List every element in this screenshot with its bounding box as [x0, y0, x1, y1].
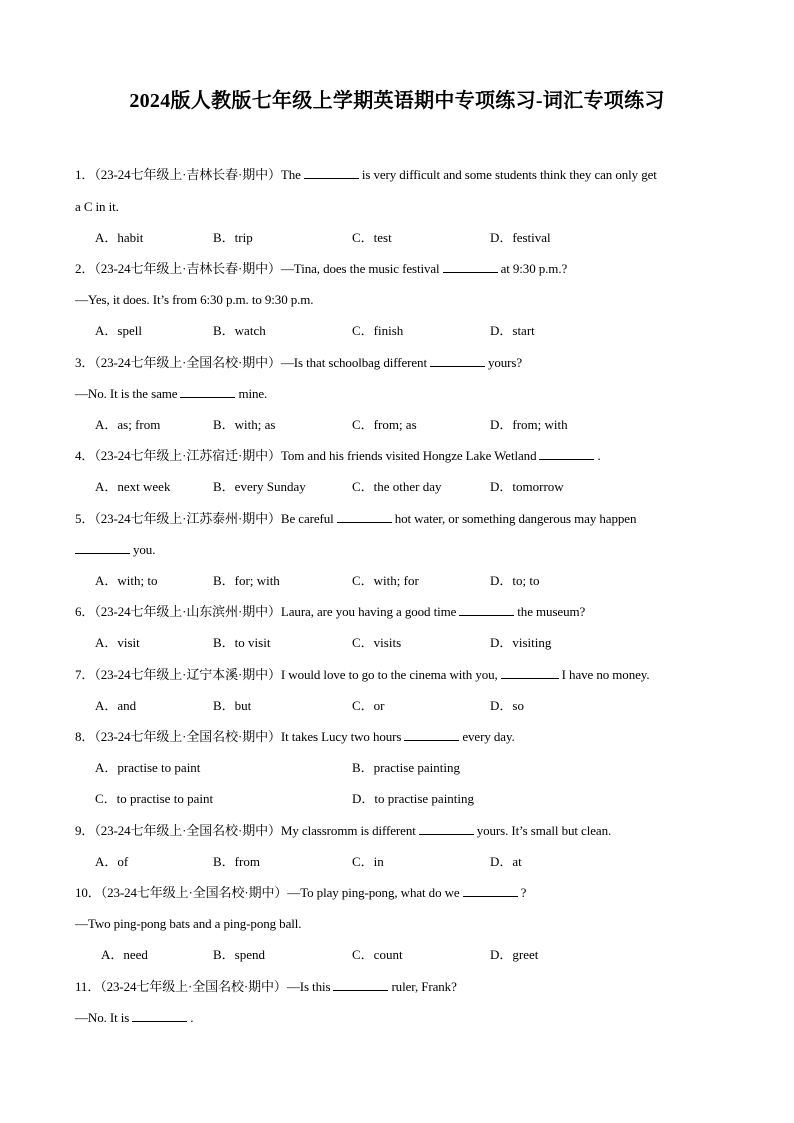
question-10-option-d: D．greet [490, 947, 539, 962]
question-11-stem: 11．（23-24七年级上·全国名校·期中）—Is this ruler, Frank? [75, 979, 457, 994]
question-number: 5． [75, 511, 95, 526]
question-5-option-b: B．for; with [213, 573, 280, 588]
question-5-option-d: D．to; to [490, 573, 540, 588]
question-3-stem-line2: —No. It is the same mine. [75, 386, 268, 401]
question-9-option-d: D．at [490, 854, 522, 869]
question-1-stem: 1．（23-24七年级上·吉林长春·期中）The is very difficult and some students think they can only get [75, 167, 657, 182]
question-10-option-c: C．count [352, 947, 403, 962]
question-source: （23-24七年级上·吉林长春·期中） [94, 261, 281, 276]
answer-blank [443, 261, 498, 273]
question-5-option-a: A．with; to [95, 573, 158, 588]
question-1-option-a: A．habit [95, 230, 144, 245]
question-source: （23-24七年级上·山东滨州·期中） [94, 604, 281, 619]
question-5-option-c: C．with; for [352, 573, 419, 588]
question-10-option-b: B．spend [213, 947, 266, 962]
question-11-stem-line2: —No. It is . [75, 1010, 194, 1025]
question-10-option-a: A．need [101, 947, 148, 962]
question-source: （23-24七年级上·全国名校·期中） [100, 885, 288, 900]
question-4-stem: 4．（23-24七年级上·江苏宿迁·期中）Tom and his friends visited Hongze Lake Wetland . [75, 448, 601, 463]
question-source: （23-24七年级上·全国名校·期中） [94, 355, 281, 370]
question-number: 2． [75, 261, 95, 276]
question-source: （23-24七年级上·全国名校·期中） [94, 729, 281, 744]
question-source: （23-24七年级上·全国名校·期中） [100, 979, 287, 994]
question-6-option-c: C．visits [352, 635, 402, 650]
question-6-option-d: D．visiting [490, 635, 552, 650]
question-number: 11． [75, 979, 101, 994]
question-2-option-a: A．spell [95, 323, 142, 338]
question-6-stem: 6．（23-24七年级上·山东滨州·期中）Laura, are you having a good time the museum? [75, 604, 586, 619]
answer-blank [419, 823, 474, 835]
answer-blank [333, 979, 388, 991]
question-10-stem: 10．（23-24七年级上·全国名校·期中）—To play ping-pong, what do we ? [75, 885, 527, 900]
question-number: 9． [75, 823, 95, 838]
question-9-option-b: B．from [213, 854, 260, 869]
question-7-option-c: C．or [352, 698, 385, 713]
answer-blank [180, 386, 235, 398]
question-source: （23-24七年级上·全国名校·期中） [94, 823, 281, 838]
question-source: （23-24七年级上·辽宁本溪·期中） [94, 667, 281, 682]
question-2-option-d: D．start [490, 323, 535, 338]
question-number: 4． [75, 448, 95, 463]
question-number: 6． [75, 604, 95, 619]
question-source: （23-24七年级上·江苏宿迁·期中） [94, 448, 281, 463]
question-2-option-c: C．finish [352, 323, 404, 338]
question-6-option-a: A．visit [95, 635, 140, 650]
question-1-option-c: C．test [352, 230, 392, 245]
question-2-option-b: B．watch [213, 323, 266, 338]
page-title: 2024版人教版七年级上学期英语期中专项练习-词汇专项练习 [129, 90, 665, 112]
answer-blank [459, 604, 514, 616]
answer-blank [304, 167, 359, 179]
question-5-stem-line2: you. [75, 542, 155, 558]
question-7-option-b: B．but [213, 698, 252, 713]
question-10-stem-line2: —Two ping-pong bats and a ping-pong ball. [75, 916, 302, 931]
question-7-option-a: A．and [95, 698, 137, 713]
answer-blank [539, 448, 594, 460]
question-4-option-d: D．tomorrow [490, 479, 564, 494]
question-2-stem-line2: —Yes, it does. It’s from 6:30 p.m. to 9:30 p.m. [75, 292, 314, 307]
question-1-stem-line2: a C in it. [75, 199, 119, 214]
question-8-option-a: A．practise to paint [95, 760, 201, 775]
answer-blank [404, 729, 459, 741]
question-8-option-d: D．to practise painting [352, 791, 475, 806]
question-8-option-b: B．practise painting [352, 760, 460, 775]
question-3-stem: 3．（23-24七年级上·全国名校·期中）—Is that schoolbag different yours? [75, 355, 523, 370]
question-source: （23-24七年级上·吉林长春·期中） [94, 167, 281, 182]
question-9-option-a: A．of [95, 854, 129, 869]
answer-blank [463, 885, 518, 897]
question-5-stem: 5．（23-24七年级上·江苏泰州·期中）Be careful hot water, or something dangerous may happen [75, 511, 637, 526]
question-number: 3． [75, 355, 95, 370]
question-number: 1． [75, 167, 95, 182]
question-3-option-c: C．from; as [352, 417, 417, 432]
answer-blank [337, 511, 392, 523]
question-7-option-d: D．so [490, 698, 524, 713]
answer-blank [75, 542, 130, 554]
answer-blank [430, 355, 485, 367]
question-3-option-d: D．from; with [490, 417, 568, 432]
question-1-option-b: B．trip [213, 230, 253, 245]
question-source: （23-24七年级上·江苏泰州·期中） [94, 511, 281, 526]
question-8-option-c: C．to practise to paint [95, 791, 214, 806]
question-6-option-b: B．to visit [213, 635, 271, 650]
answer-blank [501, 667, 559, 679]
question-4-option-a: A．next week [95, 479, 171, 494]
question-8-stem: 8．（23-24七年级上·全国名校·期中）It takes Lucy two hours every day. [75, 729, 515, 744]
question-4-option-c: C．the other day [352, 479, 442, 494]
question-9-option-c: C．in [352, 854, 384, 869]
question-2-stem: 2．（23-24七年级上·吉林长春·期中）—Tina, does the music festival at 9:30 p.m.? [75, 261, 568, 276]
question-9-stem: 9．（23-24七年级上·全国名校·期中）My classromm is different yours. It’s small but clean. [75, 823, 612, 838]
question-1-option-d: D．festival [490, 230, 551, 245]
question-number: 8． [75, 729, 95, 744]
answer-blank [132, 1010, 187, 1022]
question-number: 7． [75, 667, 95, 682]
question-7-stem: 7．（23-24七年级上·辽宁本溪·期中）I would love to go to the cinema with you, I have no money. [75, 667, 650, 682]
question-number: 10． [75, 885, 101, 900]
question-3-option-b: B．with; as [213, 417, 276, 432]
question-3-option-a: A．as; from [95, 417, 161, 432]
question-4-option-b: B．every Sunday [213, 479, 306, 494]
